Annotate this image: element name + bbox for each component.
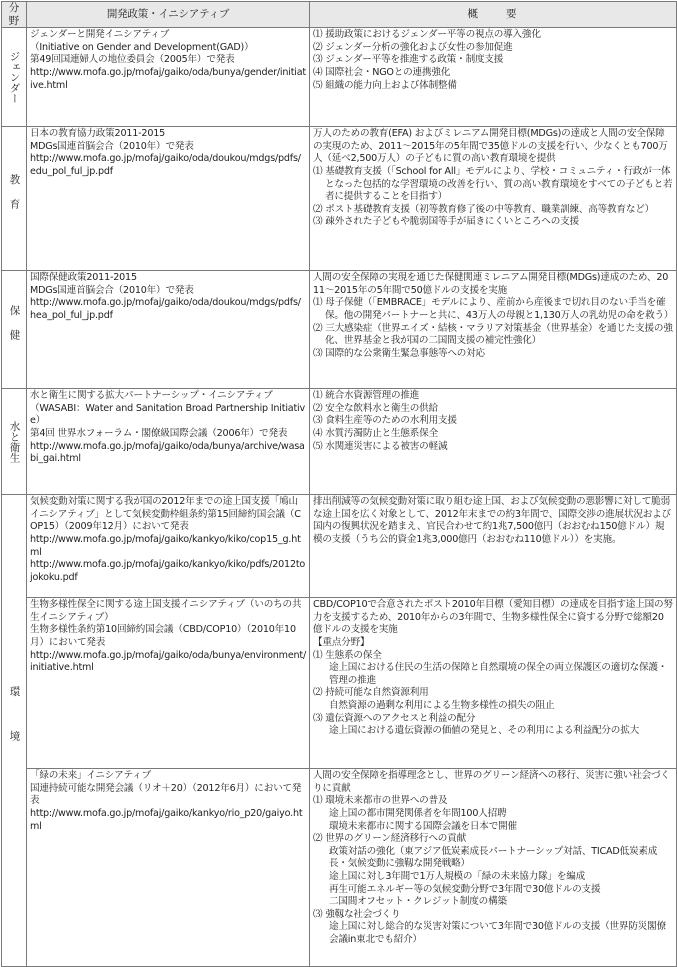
overview-item: ⑶ 食料生産等のための水利用支援 [313,415,457,427]
reference-url: http://www.mofa.go.jp/mofaj/gaiko/oda/doukou/mdgs/pdfs/hea_pol_ful_jp.pdf [30,297,301,321]
table-row-environment-biodiversity [2,598,677,769]
initiative-title: 「緑の未来」イニシアティブ [30,770,151,782]
reference-url: http://www.mofa.go.jp/mofaj/gaiko/kankyo/rio_p20/gaiyo.html [30,807,303,832]
overview-item: ⑵ 世界のグリーン経済移行への貢献 [313,833,466,845]
overview-item: ⑴ 基礎教育支援（「School for All」モデルにより、学校・コミュニティ・行政が一体となった包括的な学習環境の改善を行い、質の高い教育環境をすべての子どもと若者に提供することを目指す） [313,165,673,203]
overview-intro: 人間の安全保障を指導理念とし、世界のグリーン経済への移行、災害に強い社会づくりに貢献 [313,770,670,794]
initiative-title-en: （WASABI：Water and Sanitation Broad Partnership Initiative） [30,402,305,427]
overview-item-detail: 再生可能エネルギー等の気候変動分野で3年間で30億ドルの支援 [329,883,601,895]
overview-item: ⑸ 組織の能力向上および体制整備 [313,79,457,91]
overview-item: ⑷ 水質汚濁防止と生態系保全 [313,427,438,439]
overview-cell-climate [310,495,677,598]
initiative-announcement: MDGs国連首脳会合（2010年）で発表 [30,140,194,152]
initiative-cell-green [27,769,310,967]
table-header-row [2,2,677,28]
overview-item: ⑵ 三大感染症（世界エイズ・結核・マラリア対策基金（世界基金）を通じた支援の強化、世界基金と我が国の二国間支援の補完性強化） [313,322,673,347]
header-field: 分野 [2,2,27,28]
overview-cell-water [310,389,677,495]
initiative-title-en: （Initiative on Gender and Development(GAD)） [30,41,254,53]
overview-item: ⑸ 水関連災害による被害の軽減 [313,440,448,452]
initiative-announcement: 国連持続可能な開発会議（リオ＋20）（2012年6月）において発表 [30,782,302,807]
overview-intro: 排出削減等の気候変動対策に取り組む途上国、および気候変動の悪影響に対して脆弱な途上国を広く対象として、2012年末までの約3年間で、国際交渉の進展状況および国内の復興状況を踏まえ、官民合わせて約1兆7,500億円（おおむね150億ドル）規模の支援（うち公的資金1兆3,000億円（おおむね110億ドル））を実施。 [313,496,671,545]
overview-item: ⑵ ジェンダー分析の強化および女性の参加促進 [313,41,513,53]
overview-item-detail: 途上国に対し総合的な災害対策について3年間で30億ドルの支援（世界防災閣僚会議in東北でも紹介） [329,921,666,945]
overview-item-detail: 自然資源の過剰な利用による生物多様性の損失の阻止 [329,699,555,711]
overview-item-detail: 政策対話の強化（東アジア低炭素成長パートナーシップ対話、TICAD低炭素成長・気候変動に強靱な開発戦略） [329,845,658,870]
reference-url: http://www.mofa.go.jp/mofaj/gaiko/kankyo/kiko/cop15_g.html [30,533,301,558]
field-cell-health [2,271,27,389]
overview-item: ⑶ ジェンダー平等を推進する政策・制度支援 [313,54,504,66]
initiative-announcement: 第4回 世界水フォーラム・閣僚級国際会議（2006年）で発表 [30,427,288,439]
overview-cell-education [310,127,677,271]
overview-item: ⑵ 安全な飲料水と衛生の供給 [313,402,438,414]
overview-intro: 人間の安全保障の実現を通じた保健関連ミレニアム開発目標(MDGs)達成のため、2011～2015年の5年間で50億ドルの支援を実施 [313,272,669,296]
reference-url: http://www.mofa.go.jp/mofaj/gaiko/oda/bunya/gender/initiative.html [30,66,306,91]
initiative-title: ジェンダーと開発イニシアティブ [30,29,170,41]
initiative-cell-education [27,127,310,271]
overview-item: ⑶ 国際的な公衆衛生緊急事態等への対応 [313,347,485,359]
overview-item: ⑴ 統合水資源管理の推進 [313,390,420,402]
overview-item: ⑴ 母子保健（「EMBRACE」モデルにより、産前から産後まで切れ目のない手当を確保。他の開発パートナーと共に、43万人の母親と1,130万人の乳幼児の命を救う） [313,297,674,321]
table-row-environment-climate [2,495,677,598]
overview-cell-health [310,271,677,389]
table-row-education [2,127,677,271]
initiative-title: 気候変動対策に関する我が国の2012年までの途上国支援「鳩山イニシアティブ」として気候変動枠組条約第15回締約国会議（COP15）（2009年12月）において発表 [30,496,301,533]
initiative-cell-gender [27,28,310,127]
overview-item-detail: 二国間オフセット・クレジット制度の構築 [329,896,507,908]
overview-item: ⑵ ポスト基礎教育支援（初等教育修了後の中等教育、職業訓練、高等教育など） [313,203,655,215]
overview-item: ⑷ 国際社会・NGOとの連携強化 [313,66,451,78]
initiative-announcement: 生物多様性条約第10回締約国会議（CBD/COP10）（2010年10月）において発表 [30,624,296,648]
field-label-health: 保健 [8,305,21,355]
table-row-water [2,389,677,495]
overview-item: ⑵ 持続可能な自然資源利用 [313,687,429,699]
reference-url: http://www.mofa.go.jp/mofaj/gaiko/oda/doukou/mdgs/pdfs/edu_pol_ful_jp.pdf [30,153,301,177]
reference-url: http://www.mofa.go.jp/mofaj/gaiko/oda/bunya/environment/initiative.html [30,649,307,674]
reference-url: http://www.mofa.go.jp/mofaj/gaiko/oda/bunya/archive/wasabi_gai.html [30,440,305,465]
field-label-environment: 環境 [8,686,21,776]
overview-intro: CBD/COP10で合意されたポスト2010年目標（愛知目標）の達成を目指す途上国の努力を支援するため、2010年からの3年間で、生物多様性保全に資する分野で総額20億ドルの支援を実施 [313,599,673,636]
overview-item: ⑴ 生態系の保全 [313,649,382,661]
table-row-health [2,271,677,389]
table-row-environment-green [2,769,677,967]
initiative-cell-climate [27,495,310,598]
field-cell-gender [2,28,27,127]
overview-item: ⑶ 遺伝資源へのアクセスと利益の配分 [313,712,476,724]
overview-intro: 万人のための教育(EFA) およびミレニアム開発目標(MDGs)の達成と人間の安全保障の実現のため、2011～2015年の5年間で35億ドルの支援を行い、少なくとも700万人（延べ2,500万人）の子どもに質の高い教育環境を提供 [313,128,668,165]
initiative-cell-health [27,271,310,389]
field-label-education: 教育 [8,174,21,224]
overview-item: ⑴ 環境未来都市の世界への普及 [313,795,448,807]
overview-cell-green [310,769,677,967]
initiative-title: 生物多様性保全に関する途上国支援イニシアティブ（いのちの共生イニシアティブ） [30,599,302,623]
overview-item: ⑴ 援助政策におけるジェンダー平等の視点の導入強化 [313,29,541,41]
overview-cell-gender [310,28,677,127]
overview-item-detail: 途上国に対し3年間で1万人規模の「緑の未来協力隊」を編成 [329,870,586,882]
field-cell-environment [2,495,27,967]
overview-item-detail: 途上国における遺伝資源の価値の発見と、その利用による利益配分の拡大 [329,725,639,737]
initiative-title: 日本の教育協力政策2011-2015 [30,128,166,140]
initiative-title: 国際保健政策2011-2015 [30,272,137,284]
overview-item-detail: 環境未来都市に関する国際会議を日本で開催 [329,820,517,832]
initiative-title: 水と衛生に関する拡大パートナーシップ・イニシアティブ [30,390,273,402]
initiative-announcement: MDGs国連首脳会合（2010年）で発表 [30,284,194,296]
overview-item: ⑶ 強靱な社会づくり [313,908,401,920]
overview-cell-biodiversity [310,598,677,769]
overview-item-detail: 途上国における住民の生活の保障と自然環境の保全の両立保護区の適切な保護・管理の推進 [329,662,668,686]
overview-item-detail: 途上国の都市開発関係者を年間100人招聘 [329,807,507,819]
initiative-cell-water [27,389,310,495]
field-label-water: 水と衛生 [8,420,21,463]
header-overview: 概要 [310,2,677,28]
initiative-cell-biodiversity [27,598,310,769]
field-cell-education [2,127,27,271]
header-initiative: 開発政策・イニシアティブ [27,2,310,28]
table-row-gender [2,28,677,127]
policy-table-page [0,1,677,953]
field-cell-water [2,389,27,495]
overview-item: ⑶ 疎外された子どもや脆弱国等手が届きにくいところへの支援 [313,216,579,228]
policy-table [1,1,677,967]
reference-url: http://www.mofa.go.jp/mofaj/gaiko/kankyo/kiko/pdfs/2012tojokoku.pdf [30,559,306,583]
initiative-announcement: 第49回国連婦人の地位委員会（2005年）で発表 [30,54,235,66]
overview-focus-heading: 【重点分野】 [313,636,370,648]
field-label-gender: ジェンダー [8,50,21,104]
